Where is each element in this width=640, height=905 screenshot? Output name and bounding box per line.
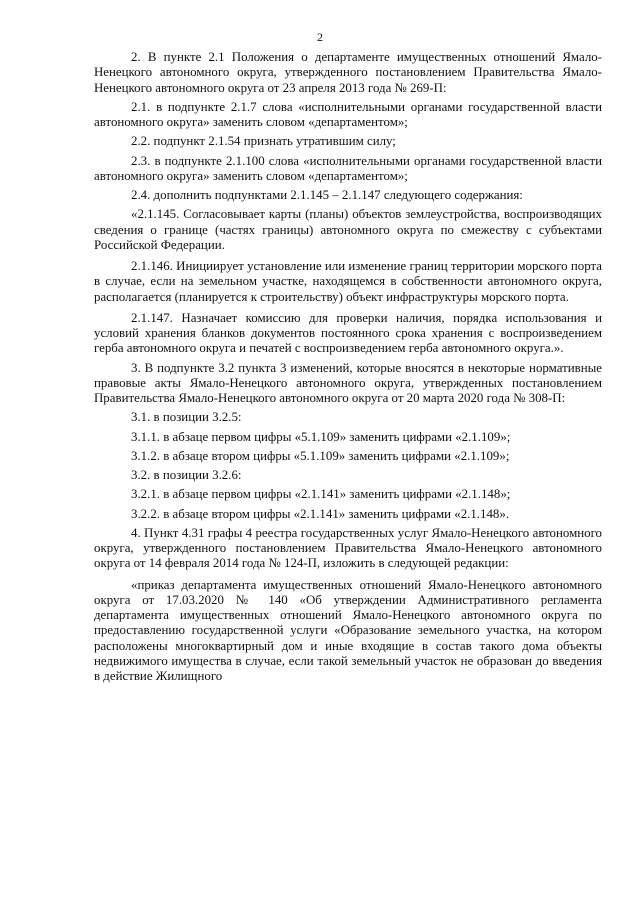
paragraph-3-1-1: 3.1.1. в абзаце первом цифры «5.1.109» заменить цифрами «2.1.109»; (131, 429, 511, 444)
paragraph-4-quote: «приказ департамента имущественных отношений Ямало-Ненецкого автономного округа от 17.03.2020 № 140 «Об утверждении Административного регламента департамента имущественных отношений Ямало-Ненецкого автономного округа по предоставлению государственной услуги «Образование земельного участка, на котором расположены многоквартирный дом и иные входящие в состав такого дома объекты недвижимого имущества в случае, если такой земельный участок не образован до введения в действие Жилищного (94, 577, 602, 683)
paragraph-2-3: 2.3. в подпункте 2.1.100 слова «исполнительными органами государственной власти автономного округа» заменить словом «департаментом»; (94, 153, 602, 183)
document-body (94, 50, 602, 684)
paragraph-2-2: 2.2. подпункт 2.1.54 признать утратившим силу; (131, 134, 396, 149)
paragraph-2: 2. В пункте 2.1 Положения о департаменте имущественных отношений Ямало-Ненецкого автономного округа, утвержденного постановлением Правительства Ямало-Ненецкого автономного округа от 23 апреля 2013 года № 269-П: (94, 50, 602, 95)
paragraph-2-1-146: 2.1.146. Инициирует установление или изменение границ территории морского порта в случае, если на земельном участке, находящемся в собственности автономного округа, располагается (планируется к строительству) объект инфраструктуры морского порта. (94, 259, 602, 304)
paragraph-2-1: 2.1. в подпункте 2.1.7 слова «исполнительными органами государственной власти автономного округа» заменить словом «департаментом»; (94, 99, 602, 129)
paragraph-2-1-147: 2.1.147. Назначает комиссию для проверки наличия, порядка использования и условий хранения бланков документов постоянного срока хранения с воспроизведением герба автономного округа и печатей с воспроизведением герба автономного округа.». (94, 310, 602, 356)
paragraph-4: 4. Пункт 4.31 графы 4 реестра государственных услуг Ямало-Ненецкого автономного округа, утвержденного постановлением Правительства Ямало-Ненецкого автономного округа от 14 февраля 2014 года № 124-П, изложить в следующей редакции: (94, 525, 602, 571)
paragraph-2-1-145: «2.1.145. Согласовывает карты (планы) объектов землеустройства, воспроизводящих сведения о границе (частях границы) автономного округа по смежеству с субъектами Российской Федерации. (94, 207, 602, 252)
page-number: 2 (317, 30, 323, 44)
paragraph-3: 3. В подпункте 3.2 пункта 3 изменений, которые вносятся в некоторые нормативные правовые акты Ямало-Ненецкого автономного округа, утвержденных постановлением Правительства Ямало-Ненецкого автономного округа от 20 марта 2020 года № 308-П: (94, 360, 602, 405)
paragraph-3-1: 3.1. в позиции 3.2.5: (131, 410, 242, 425)
paragraph-2-4: 2.4. дополнить подпунктами 2.1.145 – 2.1.147 следующего содержания: (131, 188, 523, 202)
paragraph-3-2-2: 3.2.2. в абзаце втором цифры «2.1.141» заменить цифрами «2.1.148». (131, 506, 510, 521)
paragraph-3-2: 3.2. в позиции 3.2.6: (131, 468, 242, 482)
paragraph-3-1-2: 3.1.2. в абзаце втором цифры «5.1.109» заменить цифрами «2.1.109»; (131, 448, 510, 463)
paragraph-3-2-1: 3.2.1. в абзаце первом цифры «2.1.141» заменить цифрами «2.1.148»; (131, 487, 511, 502)
